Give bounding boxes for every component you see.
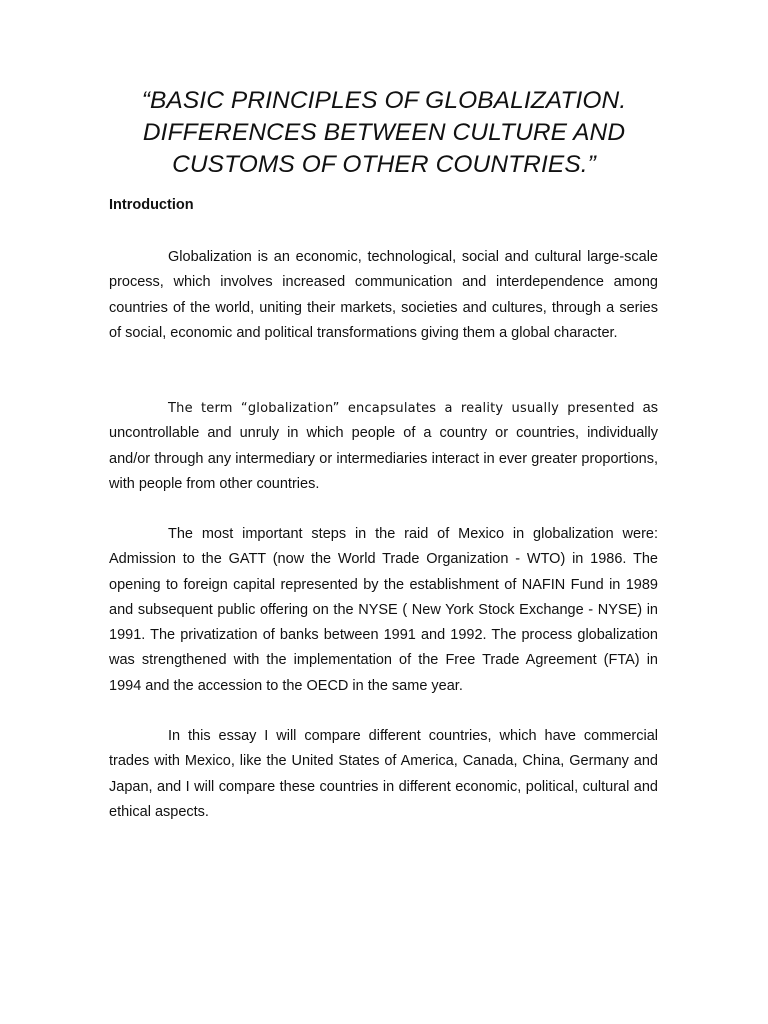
title-line: CUSTOMS OF OTHER COUNTRIES.” xyxy=(172,151,596,178)
paragraph-lead: The term “globalization” encapsulates a reality usually presented xyxy=(168,401,635,416)
paragraph xyxy=(109,396,658,497)
section-heading: Introduction xyxy=(109,197,194,213)
paragraph-rest: as uncontrollable and unruly in which people of a country or countries, individually and/or through any intermediary or intermediaries interact in ever greater proportions, with people from other countries. xyxy=(109,400,658,492)
paragraph: The most important steps in the raid of Mexico in globalization were: Admission to the GATT (now the World Trade Organization - WTO) in 1986. The opening to foreign capital represented by the establishment of NAFIN Fund in 1989 and subsequent public offering on the NYSE ( New York Stock Exchange - NYSE) in 1991. The privatization of banks between 1991 and 1992. The process globalization was strengthened with the implementation of the Free Trade Agreement (FTA) in 1994 and the accession to the OECD in the same year. xyxy=(109,526,658,694)
document-title xyxy=(100,85,668,181)
title-line: “BASIC PRINCIPLES OF GLOBALIZATION. xyxy=(141,87,627,114)
paragraph: In this essay I will compare different countries, which have commercial trades with Mexico, like the United States of America, Canada, China, Germany and Japan, and I will compare these countries in different economic, political, cultural and ethical aspects. xyxy=(109,728,658,820)
paragraph: Globalization is an economic, technological, social and cultural large-scale process, which involves increased communication and interdependence among countries of the world, uniting their markets, societies and cultures, through a series of social, economic and political transformations giving them a global character. xyxy=(109,249,658,341)
title-line: DIFFERENCES BETWEEN CULTURE AND xyxy=(142,119,626,146)
